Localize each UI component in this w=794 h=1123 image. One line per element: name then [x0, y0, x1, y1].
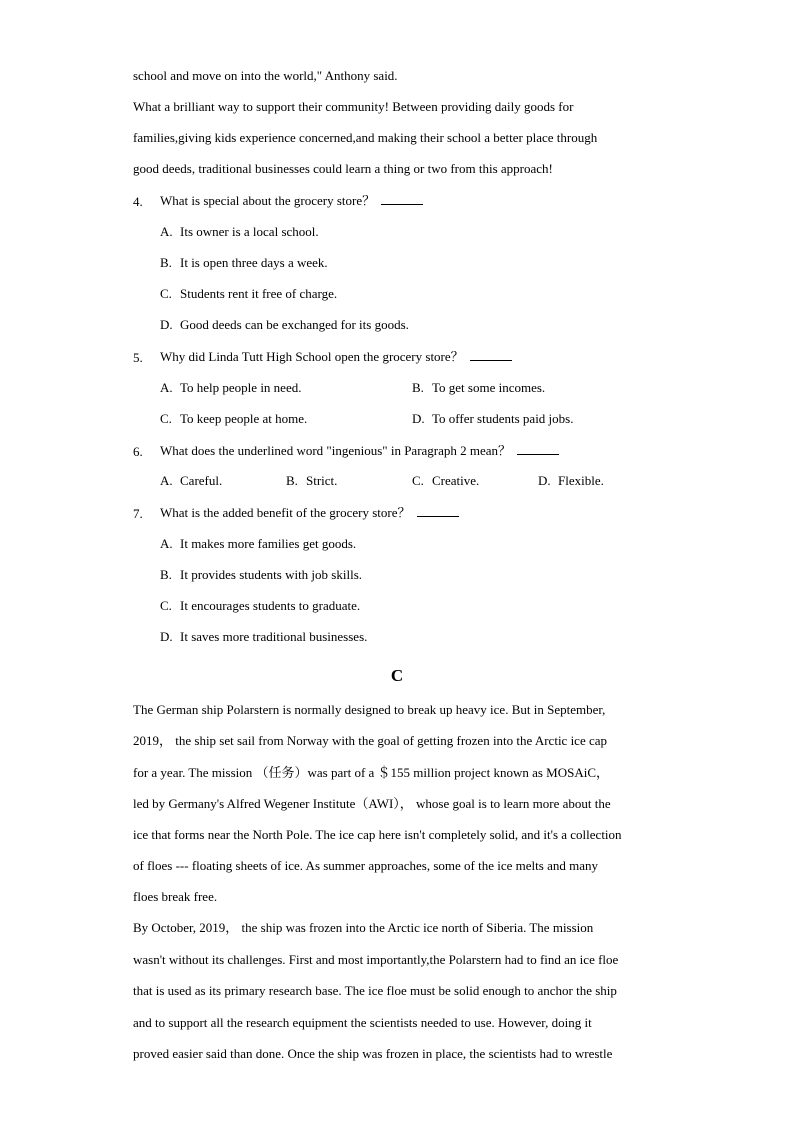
option-text: It makes more families get goods.	[180, 536, 357, 551]
answer-blank	[381, 192, 423, 205]
option-text: It encourages students to graduate.	[180, 598, 361, 613]
passage-line: floes break free.	[133, 889, 218, 904]
passage-line: wasn't without its challenges. First and most importantly,the Polarstern had to find an ice floe	[133, 952, 619, 967]
passage-line: 2019， the ship set sail from Norway with the goal of getting frozen into the Arctic ice cap	[133, 733, 608, 748]
intro-line: families,giving kids experience concerned,and making their school a better place through	[133, 130, 598, 145]
option	[160, 598, 360, 614]
option-text: Flexible.	[558, 473, 604, 488]
option	[412, 380, 545, 396]
intro-line: good deeds, traditional businesses could learn a thing or two from this approach!	[133, 161, 553, 176]
question-text: What does the underlined word "ingenious" in Paragraph 2 mean？	[160, 443, 512, 458]
passage-line: The German ship Polarstern is normally designed to break up heavy ice. But in September,	[133, 702, 606, 717]
option-letter: C.	[160, 411, 172, 426]
option-letter: B.	[412, 380, 424, 395]
option-text: Its owner is a local school.	[180, 224, 319, 239]
option-letter: D.	[160, 629, 173, 644]
section-heading: C	[390, 666, 404, 685]
option	[412, 473, 479, 489]
answer-blank	[417, 504, 459, 517]
question-text: What is the added benefit of the grocery store？	[160, 505, 411, 520]
option	[160, 380, 301, 396]
option-letter: B.	[286, 473, 298, 488]
option-text: To help people in need.	[180, 380, 302, 395]
intro-line: What a brilliant way to support their community! Between providing daily goods for	[133, 99, 574, 114]
option-text: It provides students with job skills.	[180, 567, 362, 582]
option-text: Strict.	[306, 473, 338, 488]
question-number: 4.	[133, 194, 143, 209]
question-7	[160, 504, 459, 521]
option	[160, 286, 337, 302]
option-text: It is open three days a week.	[180, 255, 328, 270]
passage-line: of floes --- floating sheets of ice. As summer approaches, some of the ice melts and many	[133, 858, 598, 873]
option	[412, 411, 573, 427]
passage-line: that is used as its primary research base. The ice floe must be solid enough to anchor the ship	[133, 983, 617, 998]
passage-line: and to support all the research equipment the scientists needed to use. However, doing it	[133, 1015, 592, 1030]
question-4	[160, 192, 423, 209]
option-letter: D.	[160, 317, 173, 332]
option-letter: D.	[538, 473, 551, 488]
option-letter: B.	[160, 255, 172, 270]
option-text: It saves more traditional businesses.	[180, 629, 368, 644]
question-text: What is special about the grocery store？	[160, 193, 376, 208]
question-6	[160, 442, 559, 459]
option-letter: D.	[412, 411, 425, 426]
option-text: To offer students paid jobs.	[432, 411, 574, 426]
option	[286, 473, 337, 489]
question-number: 6.	[133, 444, 143, 459]
option-letter: A.	[160, 473, 173, 488]
option-text: To get some incomes.	[432, 380, 546, 395]
question-number: 7.	[133, 506, 143, 521]
option	[160, 411, 307, 427]
answer-blank	[517, 442, 559, 455]
option-text: Good deeds can be exchanged for its goods.	[180, 317, 409, 332]
option-text: Students rent it free of charge.	[180, 286, 338, 301]
option-letter: A.	[160, 380, 173, 395]
option	[160, 536, 356, 552]
option-letter: C.	[412, 473, 424, 488]
option	[538, 473, 604, 489]
option-text: Careful.	[180, 473, 223, 488]
passage-line: ice that forms near the North Pole. The ice cap here isn't completely solid, and it's a collection	[133, 827, 622, 842]
passage-line: proved easier said than done. Once the ship was frozen in place, the scientists had to wrestle	[133, 1046, 613, 1061]
passage-line: By October, 2019， the ship was frozen into the Arctic ice north of Siberia. The mission	[133, 920, 594, 935]
option-letter: C.	[160, 286, 172, 301]
intro-line: school and move on into the world," Anthony said.	[133, 68, 398, 83]
passage-line: led by Germany's Alfred Wegener Institute（AWI）， whose goal is to learn more about the	[133, 796, 611, 811]
option	[160, 255, 328, 271]
option-letter: B.	[160, 567, 172, 582]
option	[160, 629, 367, 645]
option-letter: C.	[160, 598, 172, 613]
option	[160, 224, 319, 240]
option-letter: A.	[160, 536, 173, 551]
option	[160, 473, 222, 489]
option-text: To keep people at home.	[180, 411, 308, 426]
option	[160, 567, 362, 583]
option-letter: A.	[160, 224, 173, 239]
question-text: Why did Linda Tutt High School open the grocery store？	[160, 349, 464, 364]
option-text: Creative.	[432, 473, 480, 488]
question-5	[160, 348, 512, 365]
passage-line: for a year. The mission （任务）was part of a ＄155 million project known as MOSAiC，	[133, 765, 610, 780]
question-number: 5.	[133, 350, 143, 365]
answer-blank	[470, 348, 512, 361]
option	[160, 317, 409, 333]
